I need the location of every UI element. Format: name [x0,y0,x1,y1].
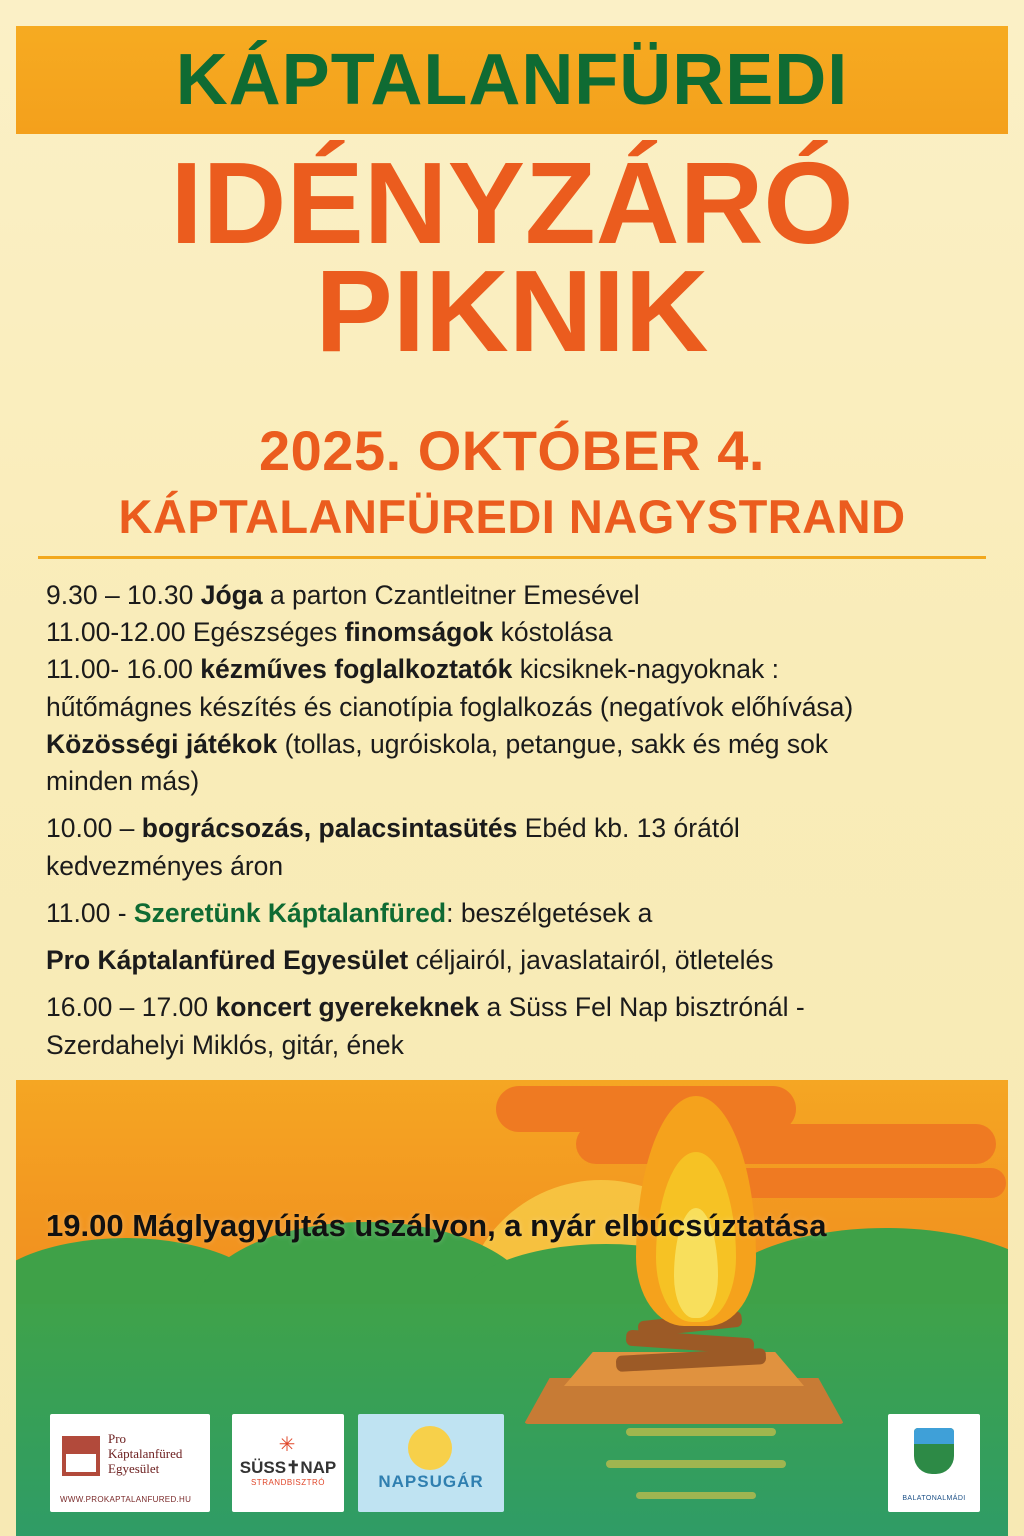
program-text: (tollas, ugróiskola, petangue, sakk és még sok [277,728,829,759]
program-line [46,896,986,931]
sponsor-logos [50,1414,980,1514]
program-line [46,811,986,846]
title-line-2: PIKNIK [315,245,709,376]
logo-suss-fel-nap-subtitle: STRANDBISZTRÓ [250,1478,326,1487]
logo-suss-fel-nap-title: SÜSS✝NAP [239,1458,337,1477]
program-line [46,1028,986,1063]
program-line [46,615,986,650]
program-line [46,943,986,978]
program-text: 11.00-12.00 Egészséges [46,617,345,648]
coat-of-arms-icon [914,1428,954,1474]
program-text: 10.00 – [46,813,142,844]
logo-balatonalmadi[interactable] [888,1414,980,1512]
program-line [46,849,986,884]
program-line [46,578,986,613]
program-line [46,727,986,762]
page-title [0,138,1024,376]
logo-pro-kaptalanfured-url: WWW.PROKAPTALANFURED.HU [60,1495,192,1504]
logo-napsugar-title: NAPSUGÁR [378,1472,484,1491]
program-line [46,690,986,725]
program-list [46,578,986,1149]
program-text: kézműves foglalkoztatók [200,654,513,685]
logo-balatonalmadi-text: BALATONALMÁDI [902,1495,966,1502]
logo-napsugar[interactable] [358,1414,504,1512]
program-text: Jóga [200,580,263,610]
program-text: hűtőmágnes készítés és cianotípia foglalkozás (negatívok előhívása) [46,691,854,722]
sun-icon [408,1426,452,1470]
program-line [46,990,986,1025]
program-text: kóstolása [493,617,613,648]
bonfire-announcement: 19.00 Máglyagyújtás uszályon, a nyár elbúcsúztatása [46,1208,827,1243]
header-band [16,26,1008,134]
program-text: 16.00 – 17.00 [46,992,216,1023]
cloud-icon [716,1168,1006,1198]
header-divider [38,556,986,559]
program-text: Szeretünk Káptalanfüred [133,897,447,928]
pro-kaptalanfured-mark-icon [62,1436,100,1476]
program-text: kicsiknek-nagyoknak : [512,654,780,685]
program-text: 11.00- 16.00 [46,654,201,685]
program-text: 11.00 - [46,897,134,928]
logo-suss-fel-nap[interactable] [232,1414,344,1512]
program-text: a Süss Fel Nap bisztrónál - [479,992,805,1023]
event-venue: KÁPTALANFÜREDI NAGYSTRAND [118,490,906,543]
program-text: kedvezményes áron [46,850,284,881]
program-text: Közösségi játékok [46,728,278,759]
logo-pro-kaptalanfured-name: Pro Káptalanfüred Egyesület [108,1431,183,1476]
program-text: 9.30 – 10.30 [46,580,201,610]
program-line [46,764,986,799]
event-date: 2025. OKTÓBER 4. [259,419,765,482]
program-text: bográcsozás, palacsintasütés [141,813,518,844]
cloud-icon [576,1124,996,1164]
sun-burst-icon: ✳ [278,1434,296,1456]
program-line [46,652,986,687]
program-text: Szerdahelyi Miklós, gitár, ének [46,1029,404,1060]
program-text: finomságok [344,617,494,648]
title-line-1: IDÉNYZÁRÓ [170,138,854,268]
header-band-title: KÁPTALANFÜREDI [175,40,849,120]
program-text: Pro Káptalanfüred Egyesület [46,945,409,976]
logo-pro-kaptalanfured[interactable] [50,1414,210,1512]
program-text: a parton Czantleitner Emesével [262,580,640,610]
program-text: : beszélgetések a [446,897,653,928]
program-text: koncert gyerekeknek [215,992,480,1023]
program-text: minden más) [46,766,200,797]
program-text: Ebéd kb. 13 órától [517,813,740,844]
program-text: céljairól, javaslatairól, ötletelés [408,945,774,976]
